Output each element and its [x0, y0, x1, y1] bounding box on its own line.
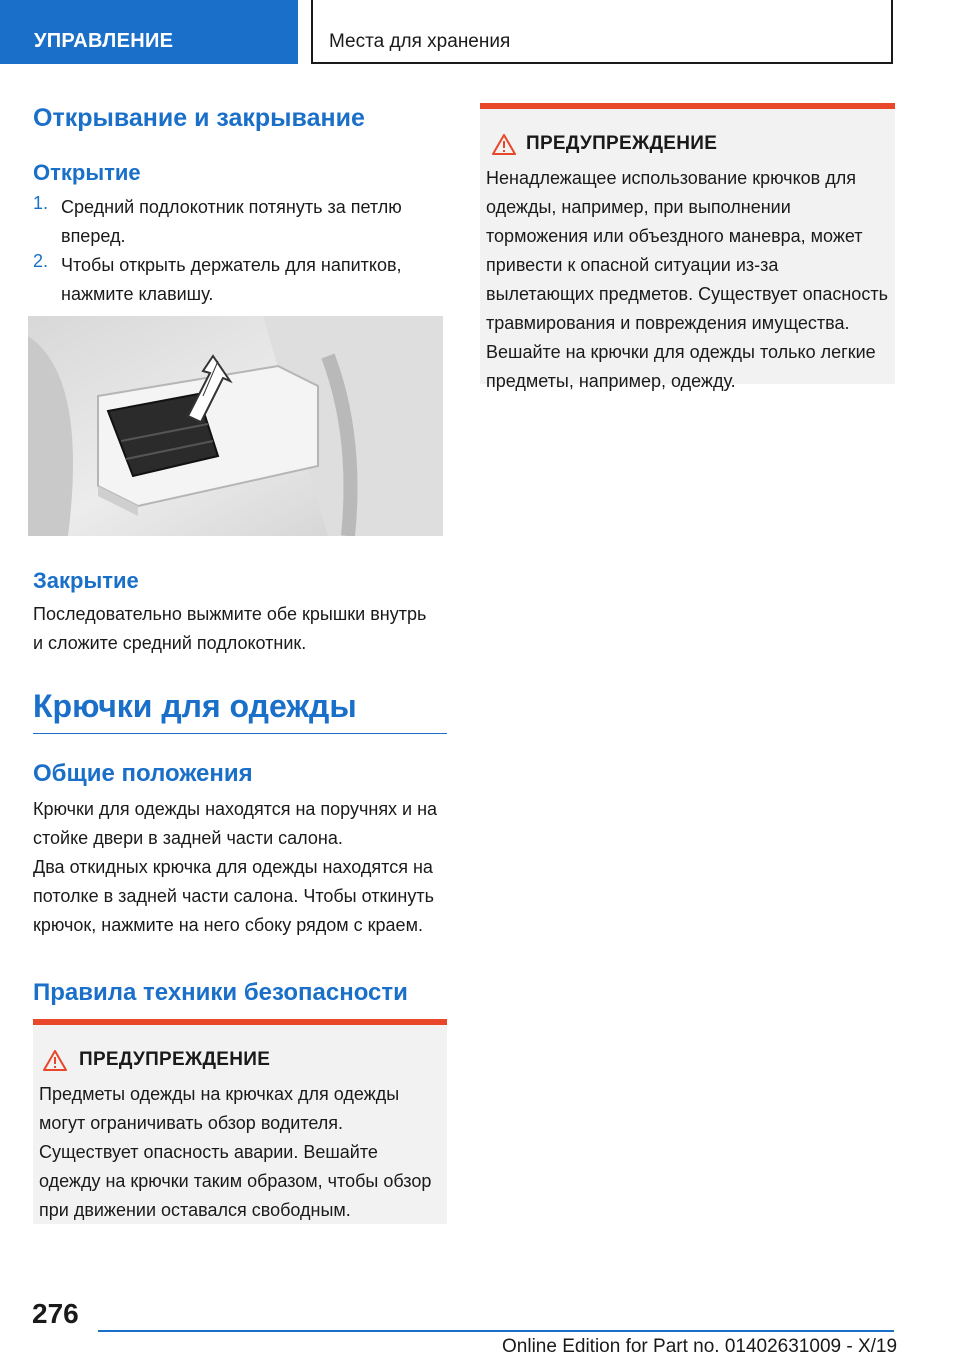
- section-label: УПРАВЛЕНИЕ: [34, 30, 174, 52]
- step-2-text: Чтобы открыть держатель для напитков, нажмите клавишу.: [61, 255, 402, 304]
- close-text: Последовательно выжмите обе крышки внутрь и сложите средний подлокотник.: [33, 604, 427, 653]
- general-paragraph-2: Два откидных крючка для одежды находятся на потолке в задней части салона. Чтобы откинуть крючок, нажмите на него сбоку рядом с краем.: [33, 857, 434, 935]
- warning-text: Ненадлежащее использование крючков для одежды, например, при выполнении торможения или объездного маневра, может привести к опасной ситуации из-за вылетающих предметов. Существует опасность травмирования и повреждения имущества. Вешайте на крючки для одежды только легкие предметы, например, одежду.: [486, 168, 888, 391]
- general-paragraph-1: Крючки для одежды находятся на поручнях и на стойке двери в задней части салона.: [33, 799, 438, 848]
- page-number: 276: [32, 1298, 79, 1329]
- footer-edition: Online Edition for Part no. 01402631009 - X/19: [502, 1336, 898, 1357]
- subheading-open: Открытие: [33, 160, 141, 185]
- subheading-general: Общие положения: [33, 760, 253, 787]
- heading-rule: [33, 733, 447, 734]
- heading-hooks: Крючки для одежды: [33, 688, 357, 724]
- subheading-safety: Правила техники безопасности: [33, 979, 408, 1006]
- footer-rule: [98, 1330, 894, 1332]
- warning-triangle-icon: [43, 1049, 67, 1071]
- chapter-box: [311, 0, 893, 64]
- step-1-number: 1.: [33, 193, 49, 213]
- subheading-close: Закрытие: [33, 568, 139, 593]
- warning-title: ПРЕДУПРЕЖДЕНИЕ: [79, 1049, 271, 1070]
- section-tab: [0, 0, 298, 64]
- warning-triangle-icon: [492, 133, 516, 155]
- armrest-photo: [28, 316, 443, 536]
- step-2-number: 2.: [33, 251, 49, 271]
- warning-title: ПРЕДУПРЕЖДЕНИЕ: [526, 133, 718, 154]
- heading-open-close: Открывание и закрывание: [33, 104, 365, 132]
- warning-box-right: [480, 103, 895, 391]
- warning-box-left: [33, 1019, 447, 1224]
- chapter-label: Места для хранения: [329, 31, 511, 52]
- warning-text: Предметы одежды на крючках для одежды могут ограничивать обзор водителя. Существует опасность аварии. Вешайте одежду на крючки таким образом, чтобы обзор при движении оставался свободным.: [39, 1084, 432, 1220]
- step-1-text: Средний подлокотник потянуть за петлю вперед.: [61, 197, 402, 246]
